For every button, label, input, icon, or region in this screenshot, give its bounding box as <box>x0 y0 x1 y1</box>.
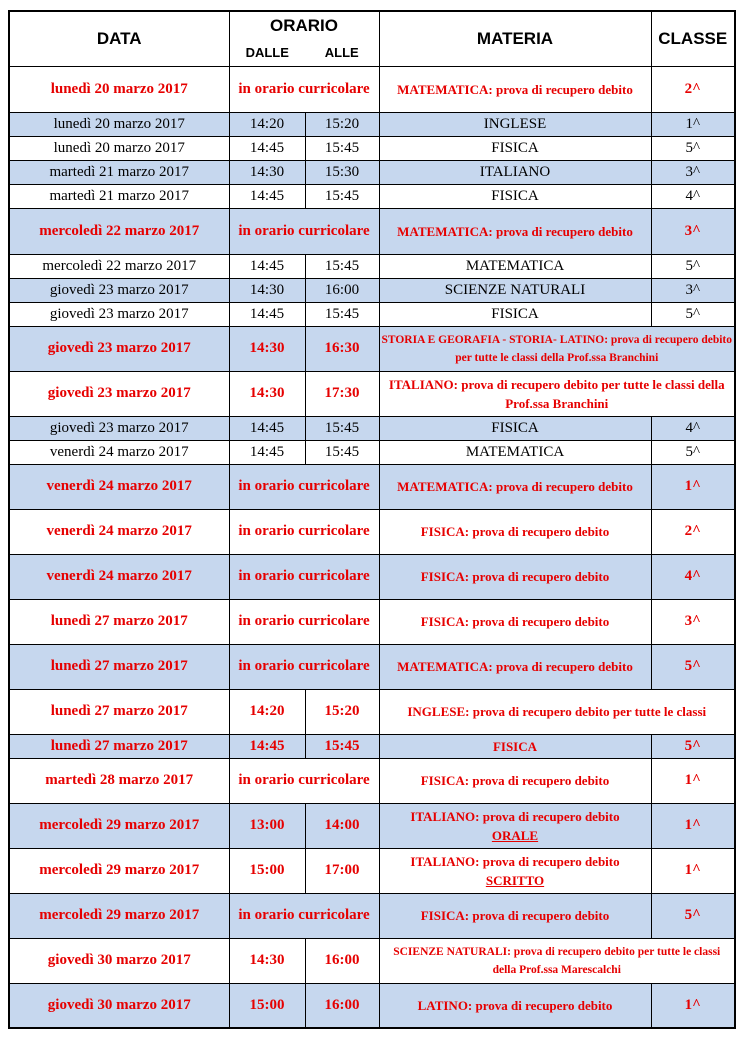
table-row <box>9 599 735 644</box>
row-subject: FISICA <box>379 734 651 758</box>
row-class: 5^ <box>651 254 735 278</box>
row-start: 14:45 <box>229 136 305 160</box>
row-start: 14:20 <box>229 112 305 136</box>
row-class: 5^ <box>651 440 735 464</box>
row-time: in orario curricolare <box>229 66 379 112</box>
row-class: 1^ <box>651 464 735 509</box>
row-subject: SCIENZE NATURALI: prova di recupero debito per tutte le classi della Prof.ssa Marescalchi <box>379 938 735 983</box>
row-date: lunedì 27 marzo 2017 <box>9 599 229 644</box>
row-subject: FISICA: prova di recupero debito <box>379 758 651 803</box>
row-start: 14:45 <box>229 254 305 278</box>
row-class: 1^ <box>651 112 735 136</box>
row-date: giovedì 23 marzo 2017 <box>9 326 229 371</box>
row-subject: FISICA <box>379 302 651 326</box>
row-subject: MATEMATICA <box>379 440 651 464</box>
row-class: 1^ <box>651 803 735 848</box>
row-end: 16:00 <box>305 938 379 983</box>
table-row <box>9 803 735 848</box>
header-data: DATA <box>9 11 229 66</box>
table-row <box>9 208 735 254</box>
row-date: martedì 28 marzo 2017 <box>9 758 229 803</box>
table-row <box>9 509 735 554</box>
table-row <box>9 440 735 464</box>
table-row <box>9 371 735 416</box>
row-end: 14:00 <box>305 803 379 848</box>
row-date: giovedì 23 marzo 2017 <box>9 302 229 326</box>
table-row <box>9 983 735 1028</box>
table-row <box>9 554 735 599</box>
row-subject: FISICA: prova di recupero debito <box>379 599 651 644</box>
row-subject: FISICA: prova di recupero debito <box>379 554 651 599</box>
row-subject: STORIA E GEORAFIA - STORIA- LATINO: prova di recupero debito per tutte le classi della Prof.ssa Branchini <box>379 326 735 371</box>
row-class: 3^ <box>651 278 735 302</box>
row-start: 15:00 <box>229 983 305 1028</box>
row-start: 14:30 <box>229 278 305 302</box>
row-date: martedì 21 marzo 2017 <box>9 160 229 184</box>
row-start: 14:45 <box>229 416 305 440</box>
row-start: 15:00 <box>229 848 305 893</box>
row-end: 17:30 <box>305 371 379 416</box>
header-alle: ALLE <box>305 39 379 66</box>
table-row <box>9 689 735 734</box>
row-end: 15:20 <box>305 689 379 734</box>
row-end: 16:00 <box>305 278 379 302</box>
row-class: 4^ <box>651 184 735 208</box>
row-end: 15:45 <box>305 136 379 160</box>
row-end: 15:45 <box>305 440 379 464</box>
table-row <box>9 302 735 326</box>
row-class: 1^ <box>651 848 735 893</box>
row-start: 14:45 <box>229 184 305 208</box>
row-start: 14:45 <box>229 734 305 758</box>
row-date: lunedì 27 marzo 2017 <box>9 734 229 758</box>
row-class: 1^ <box>651 758 735 803</box>
table-row <box>9 758 735 803</box>
row-time: in orario curricolare <box>229 893 379 938</box>
table-row <box>9 136 735 160</box>
row-date: giovedì 23 marzo 2017 <box>9 416 229 440</box>
row-date: lunedì 27 marzo 2017 <box>9 644 229 689</box>
table-row <box>9 278 735 302</box>
row-start: 14:30 <box>229 326 305 371</box>
header-orario: ORARIO <box>229 11 379 39</box>
row-subject: INGLESE: prova di recupero debito per tutte le classi <box>379 689 735 734</box>
row-start: 14:30 <box>229 938 305 983</box>
table-row <box>9 416 735 440</box>
row-date: mercoledì 29 marzo 2017 <box>9 848 229 893</box>
row-start: 14:20 <box>229 689 305 734</box>
row-subject-mode: SCRITTO <box>485 872 545 888</box>
table-row <box>9 66 735 112</box>
table-row <box>9 893 735 938</box>
row-subject: LATINO: prova di recupero debito <box>379 983 651 1028</box>
row-subject: INGLESE <box>379 112 651 136</box>
row-subject-text: ITALIANO: prova di recupero debito <box>410 808 620 824</box>
row-class: 5^ <box>651 644 735 689</box>
header-dalle: DALLE <box>229 39 305 66</box>
table-row <box>9 112 735 136</box>
row-subject: FISICA <box>379 416 651 440</box>
row-subject: MATEMATICA: prova di recupero debito <box>379 644 651 689</box>
row-time: in orario curricolare <box>229 644 379 689</box>
row-subject: ITALIANO: prova di recupero debito per tutte le classi della Prof.ssa Branchini <box>379 371 735 416</box>
row-end: 16:00 <box>305 983 379 1028</box>
row-date: giovedì 23 marzo 2017 <box>9 371 229 416</box>
row-subject: FISICA <box>379 184 651 208</box>
row-end: 15:45 <box>305 416 379 440</box>
row-date: lunedì 27 marzo 2017 <box>9 689 229 734</box>
row-date: venerdì 24 marzo 2017 <box>9 509 229 554</box>
row-date: mercoledì 29 marzo 2017 <box>9 893 229 938</box>
row-subject-mode: ORALE <box>491 827 539 843</box>
row-date: mercoledì 22 marzo 2017 <box>9 254 229 278</box>
row-class: 2^ <box>651 66 735 112</box>
row-class: 4^ <box>651 416 735 440</box>
table-row <box>9 734 735 758</box>
row-date: lunedì 20 marzo 2017 <box>9 136 229 160</box>
row-end: 15:30 <box>305 160 379 184</box>
row-date: giovedì 30 marzo 2017 <box>9 983 229 1028</box>
row-time: in orario curricolare <box>229 599 379 644</box>
row-class: 5^ <box>651 734 735 758</box>
table-row <box>9 326 735 371</box>
row-end: 16:30 <box>305 326 379 371</box>
row-subject: FISICA: prova di recupero debito <box>379 893 651 938</box>
row-start: 14:30 <box>229 371 305 416</box>
row-date: martedì 21 marzo 2017 <box>9 184 229 208</box>
row-subject: FISICA <box>379 136 651 160</box>
row-subject: MATEMATICA <box>379 254 651 278</box>
row-start: 13:00 <box>229 803 305 848</box>
row-subject: FISICA: prova di recupero debito <box>379 509 651 554</box>
table-row <box>9 184 735 208</box>
row-start: 14:30 <box>229 160 305 184</box>
row-start: 14:45 <box>229 302 305 326</box>
row-subject: SCIENZE NATURALI <box>379 278 651 302</box>
row-end: 17:00 <box>305 848 379 893</box>
row-date: venerdì 24 marzo 2017 <box>9 464 229 509</box>
row-date: giovedì 23 marzo 2017 <box>9 278 229 302</box>
row-class: 3^ <box>651 208 735 254</box>
table-row <box>9 254 735 278</box>
row-date: mercoledì 22 marzo 2017 <box>9 208 229 254</box>
row-subject-text: ITALIANO: prova di recupero debito <box>410 853 620 869</box>
row-class: 4^ <box>651 554 735 599</box>
recovery-exam-schedule-table <box>8 10 736 1029</box>
row-date: giovedì 30 marzo 2017 <box>9 938 229 983</box>
row-subject: MATEMATICA: prova di recupero debito <box>379 208 651 254</box>
row-subject: MATEMATICA: prova di recupero debito <box>379 464 651 509</box>
row-subject: MATEMATICA: prova di recupero debito <box>379 66 651 112</box>
row-subject: ITALIANO <box>379 160 651 184</box>
row-date: venerdì 24 marzo 2017 <box>9 440 229 464</box>
table-row <box>9 644 735 689</box>
row-class: 5^ <box>651 302 735 326</box>
row-date: mercoledì 29 marzo 2017 <box>9 803 229 848</box>
row-start: 14:45 <box>229 440 305 464</box>
header-materia: MATERIA <box>379 11 651 66</box>
row-time: in orario curricolare <box>229 208 379 254</box>
row-end: 15:45 <box>305 184 379 208</box>
row-class: 5^ <box>651 136 735 160</box>
row-subject <box>379 848 651 893</box>
header-classe: CLASSE <box>651 11 735 66</box>
row-date: lunedì 20 marzo 2017 <box>9 66 229 112</box>
row-time: in orario curricolare <box>229 464 379 509</box>
row-date: lunedì 20 marzo 2017 <box>9 112 229 136</box>
row-end: 15:20 <box>305 112 379 136</box>
row-time: in orario curricolare <box>229 758 379 803</box>
table-row <box>9 848 735 893</box>
row-subject <box>379 803 651 848</box>
row-end: 15:45 <box>305 734 379 758</box>
row-class: 3^ <box>651 599 735 644</box>
table-row <box>9 464 735 509</box>
row-date: venerdì 24 marzo 2017 <box>9 554 229 599</box>
row-class: 3^ <box>651 160 735 184</box>
table-row <box>9 938 735 983</box>
row-time: in orario curricolare <box>229 509 379 554</box>
row-class: 5^ <box>651 893 735 938</box>
row-class: 2^ <box>651 509 735 554</box>
row-end: 15:45 <box>305 254 379 278</box>
row-time: in orario curricolare <box>229 554 379 599</box>
row-class: 1^ <box>651 983 735 1028</box>
table-row <box>9 160 735 184</box>
row-end: 15:45 <box>305 302 379 326</box>
